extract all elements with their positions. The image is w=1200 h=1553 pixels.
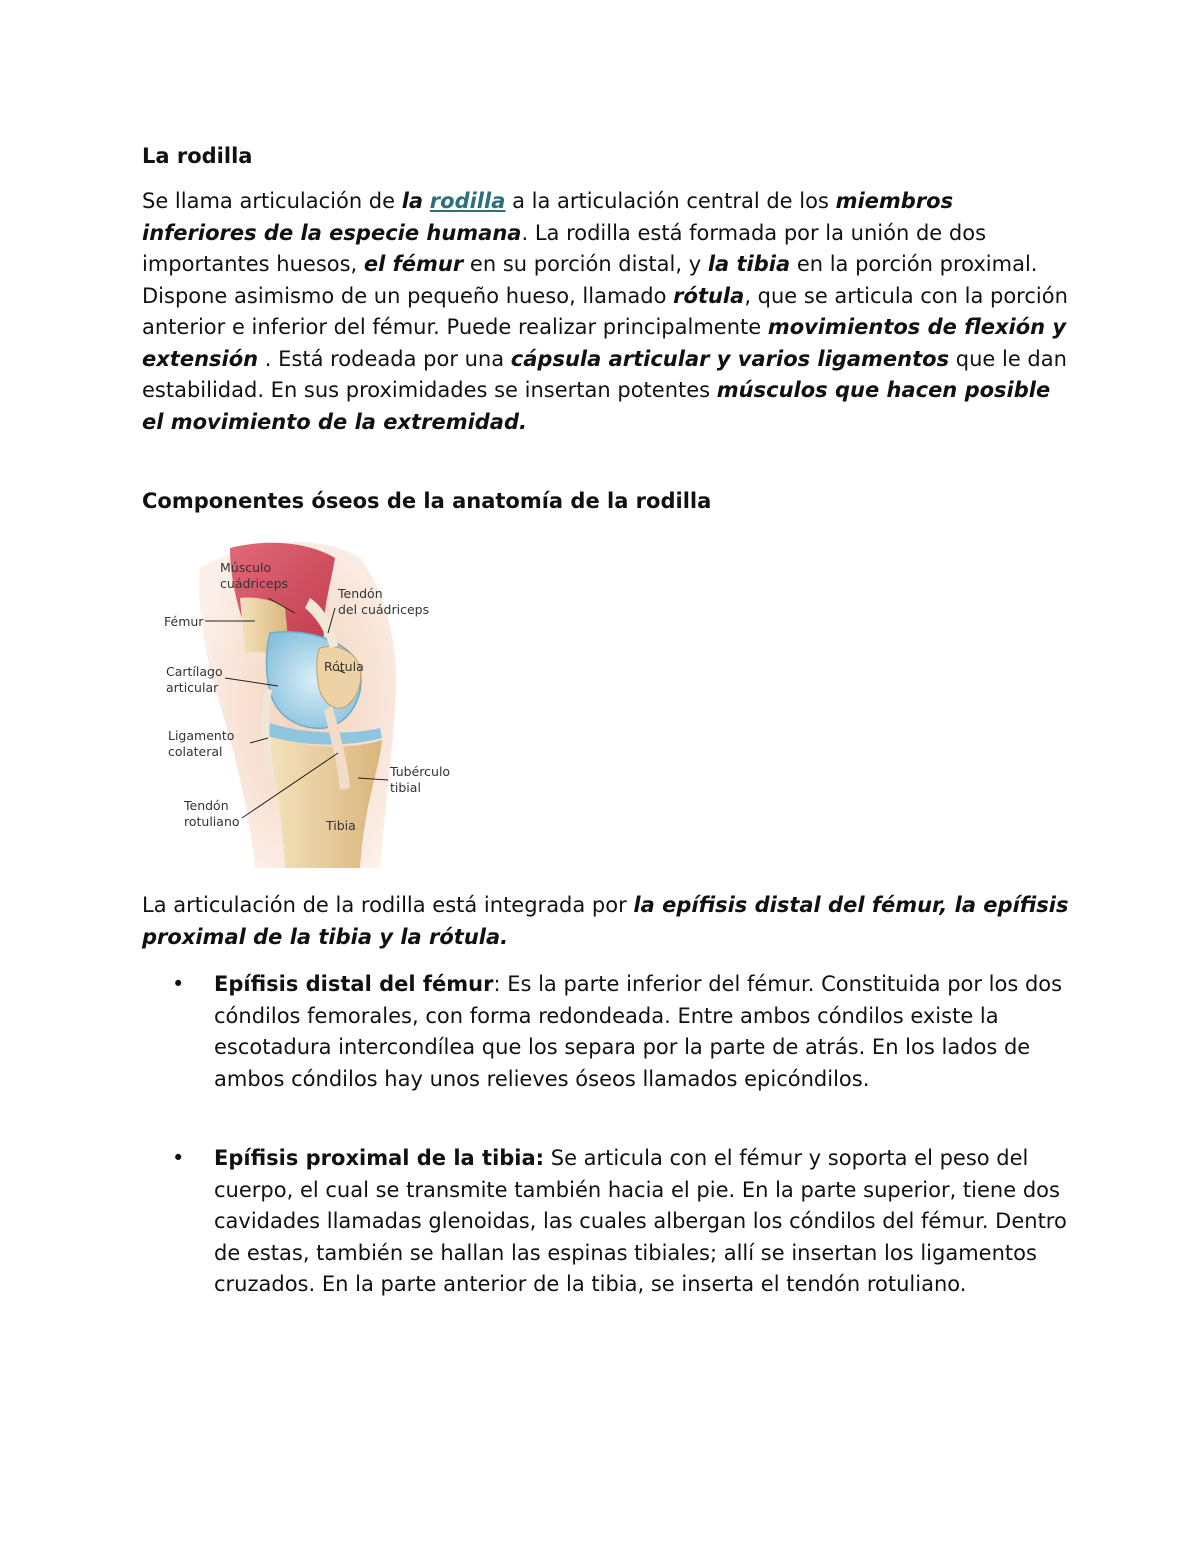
- bullet-list-1: [142, 969, 1072, 1095]
- intro-bold-5: rótula: [673, 283, 745, 308]
- label-tuberculo-2: tibial: [390, 780, 421, 795]
- intro-text-1: Se llama articulación de: [142, 189, 402, 213]
- bullet-dot-icon: •: [172, 972, 185, 996]
- list-item: [142, 1143, 1072, 1301]
- label-musculo: Músculo: [220, 560, 272, 575]
- label-tuberculo-1: Tubérculo: [390, 764, 451, 779]
- document-title: La rodilla: [142, 144, 253, 168]
- bullet-text: : Es la parte inferior del fémur. Constituida por los dos cóndilos femorales, con forma redondeada. Entre ambos cóndilos existe la escotadura intercondílea que los separa por la parte de atrás. En los lados de ambos cóndilos hay unos relieves óseos llamados epicóndilos.: [214, 972, 1063, 1091]
- rodilla-link[interactable]: rodilla: [429, 189, 506, 213]
- intro-bold-7: cápsula articular y varios ligamentos: [510, 346, 950, 371]
- composition-bold: la epífisis distal del fémur, la epífisis proximal de la tibia y la rótula.: [142, 893, 1069, 949]
- label-rotula: Rótula: [324, 659, 364, 674]
- bullet-term: Epífisis distal del fémur: [214, 972, 494, 996]
- intro-bold-8: músculos que hacen posible el movimiento de la extremidad.: [142, 378, 1051, 434]
- label-tibia: Tibia: [326, 818, 356, 833]
- label-tendon-rot-2: rotuliano: [184, 814, 240, 829]
- intro-text-3: . La rodilla está formada por la unión de dos importantes huesos,: [142, 220, 987, 276]
- intro-text-4: en su porción distal, y: [463, 252, 708, 276]
- label-ligamento-1: Ligamento: [168, 728, 235, 743]
- bullet-list-2: [142, 1143, 1072, 1301]
- section-heading: Componentes óseos de la anatomía de la rodilla: [142, 489, 712, 513]
- bullet-term: Epífisis proximal de la tibia:: [214, 1146, 545, 1170]
- intro-bold-3: el fémur: [363, 252, 464, 276]
- intro-text-2: a la articulación central de los: [505, 189, 836, 213]
- label-cuadriceps: cuádriceps: [220, 576, 289, 591]
- bullet-text: Se articula con el fémur y soporta el peso del cuerpo, el cual se transmite también hacia el pie. En la parte superior, tiene dos cavidades llamadas glenoidas, las cuales albergan los cóndilos del fémur. Dentro de estas, también se hallan las espinas tibiales; allí se insertan los ligamentos cruzados. En la parte anterior de la tibia, se inserta el tendón rotuliano.: [214, 1146, 1067, 1296]
- intro-bold-2: miembros inferiores de la especie humana: [142, 189, 954, 245]
- composition-text: La articulación de la rodilla está integrada por: [142, 893, 634, 917]
- label-tendon-rot-1: Tendón: [184, 798, 229, 813]
- intro-text-7: . Está rodeada por una: [258, 346, 511, 371]
- intro-bold-4: la tibia: [707, 252, 791, 276]
- intro-bold-1: la: [401, 189, 424, 213]
- composition-paragraph: [142, 890, 1072, 953]
- label-cartilago-1: Cartílago: [166, 664, 223, 679]
- label-cartilago-2: articular: [166, 680, 219, 695]
- bullet-dot-icon: •: [172, 1146, 185, 1170]
- label-tendon-quad-1: Tendón: [338, 586, 383, 601]
- knee-illustration: [160, 538, 470, 868]
- label-tendon-quad-2: del cuádriceps: [338, 602, 430, 617]
- intro-text-5: en la porción proximal. Dispone asimismo de un pequeño hueso, llamado: [142, 252, 1038, 308]
- label-ligamento-2: colateral: [168, 744, 223, 759]
- label-femur: Fémur: [164, 614, 204, 629]
- knee-anatomy-figure: [160, 538, 470, 868]
- list-item: [142, 969, 1072, 1095]
- intro-text-8: que le dan estabilidad. En sus proximidades se insertan potentes: [142, 346, 1067, 402]
- intro-text-6: , que se articula con la porción anterior e inferior del fémur. Puede realizar principalmente: [142, 283, 1068, 339]
- intro-bold-6: movimientos de flexión y extensión: [142, 315, 1067, 371]
- intro-paragraph: [142, 186, 1072, 438]
